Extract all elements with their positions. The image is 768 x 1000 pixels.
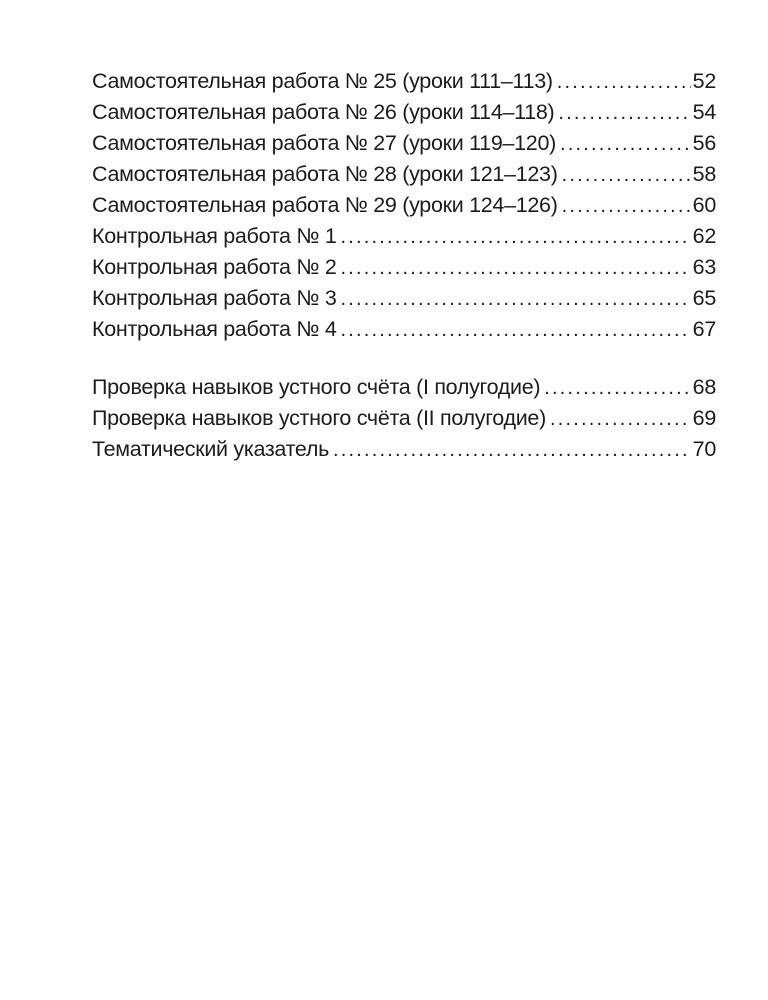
toc-entry-page: 54 — [692, 100, 716, 124]
toc-entry — [92, 283, 716, 314]
toc-entry — [92, 221, 716, 252]
toc-entry-page: 60 — [692, 193, 716, 217]
toc-entry-title: Самостоятельная работа № 29 (уроки 124–126) — [92, 193, 558, 217]
toc-entry-page: 62 — [692, 224, 716, 248]
dot-leader — [340, 283, 690, 315]
toc-entry-title: Тематический указатель — [92, 437, 329, 461]
toc-entry-page: 63 — [692, 255, 716, 279]
toc-entry — [92, 314, 716, 345]
toc-entry-page: 69 — [692, 406, 716, 430]
toc-entry-title: Самостоятельная работа № 25 (уроки 111–113) — [92, 69, 553, 93]
toc-entry-page: 68 — [692, 375, 716, 399]
dot-leader — [340, 252, 690, 284]
dot-leader — [562, 159, 691, 191]
toc-entry — [92, 403, 716, 434]
toc-entry — [92, 434, 716, 465]
toc-section-extras — [92, 372, 716, 465]
toc-entry-title: Самостоятельная работа № 26 (уроки 114–118) — [92, 100, 555, 124]
toc-entry-page: 65 — [692, 286, 716, 310]
toc-entry-title: Контрольная работа № 1 — [92, 224, 337, 248]
toc-section-works — [92, 66, 716, 345]
toc-entry-title: Самостоятельная работа № 28 (уроки 121–123) — [92, 162, 558, 186]
toc-entry — [92, 159, 716, 190]
toc-entry-title: Проверка навыков устного счёта (I полугодие) — [92, 375, 541, 399]
dot-leader — [557, 66, 691, 98]
dot-leader — [560, 128, 691, 160]
toc-entry-title: Проверка навыков устного счёта (II полугодие) — [92, 406, 546, 430]
dot-leader — [558, 97, 690, 129]
toc-entry — [92, 372, 716, 403]
toc-entry — [92, 128, 716, 159]
toc-entry-page: 67 — [692, 317, 716, 341]
toc-entry — [92, 66, 716, 97]
toc-entry-page: 52 — [692, 69, 716, 93]
toc-entry — [92, 190, 716, 221]
toc-entry — [92, 252, 716, 283]
dot-leader — [562, 190, 691, 222]
dot-leader — [550, 403, 691, 435]
toc-entry-title: Контрольная работа № 2 — [92, 255, 337, 279]
toc-entry — [92, 97, 716, 128]
dot-leader — [333, 434, 691, 466]
dot-leader — [340, 314, 690, 346]
toc-entry-page: 58 — [692, 162, 716, 186]
toc-entry-title: Контрольная работа № 3 — [92, 286, 337, 310]
dot-leader — [340, 221, 690, 253]
toc-entry-title: Самостоятельная работа № 27 (уроки 119–120) — [92, 131, 556, 155]
toc-entry-page: 56 — [692, 131, 716, 155]
toc-entry-page: 70 — [692, 437, 716, 461]
toc-entry-title: Контрольная работа № 4 — [92, 317, 337, 341]
dot-leader — [544, 372, 690, 404]
